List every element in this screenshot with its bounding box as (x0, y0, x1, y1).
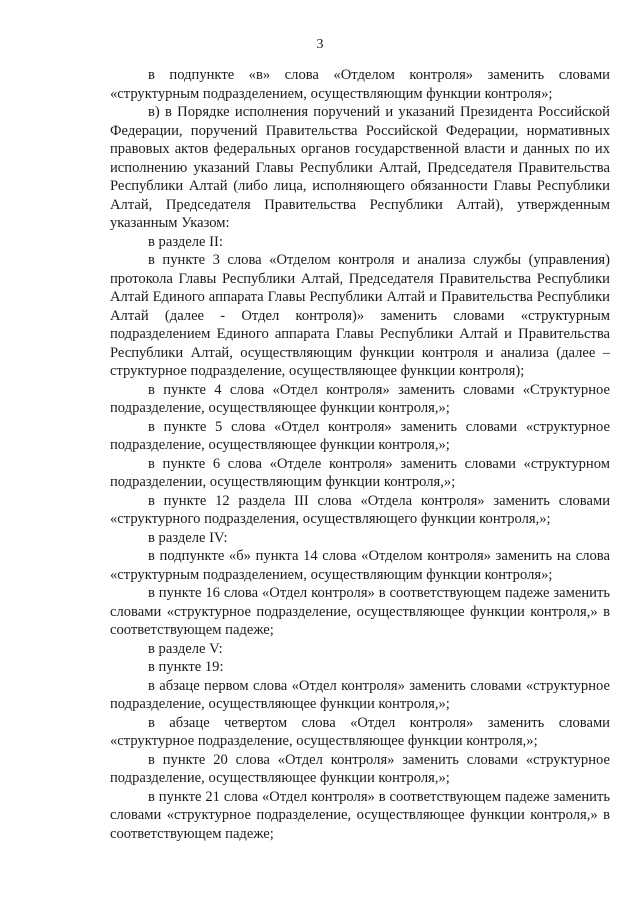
paragraph: в разделе II: (148, 233, 223, 250)
paragraph: в подпункте «б» пункта 14 слова «Отделом контроля» заменить на слова «структурным подразделением, осуществляющим функции контроля»; (110, 548, 610, 583)
paragraph: в разделе V: (148, 640, 223, 657)
paragraph: в пункте 19: (148, 659, 224, 675)
document-body (110, 66, 610, 843)
paragraph: в пункте 20 слова «Отдел контроля» заменить словами «структурное подразделение, осуществляющее функции контроля,»; (110, 751, 610, 786)
paragraph: в пункте 16 слова «Отдел контроля» в соответствующем падеже заменить словами «структурное подразделение, осуществляющее функции контроля,» в соответствующем падеже; (110, 585, 610, 638)
paragraph: в пункте 5 слова «Отдел контроля» заменить словами «структурное подразделение, осуществляющее функции контроля,»; (110, 418, 610, 453)
paragraph: в пункте 3 слова «Отделом контроля и анализа службы (управления) протокола Главы Республики Алтай, Председателя Правительства Республики Алтай Единого аппарата Главы Республики Алтай и Правительства Республики Алтай (далее - Отдел контроля)» заменить словами «структурным подразделением Единого аппарата Главы Республики Алтай и Правительства Республики Алтай, осуществляющим функции контроля и анализа (далее – структурное подразделение, осуществляющее функции контроля); (110, 252, 610, 379)
paragraph: в пункте 4 слова «Отдел контроля» заменить словами «Структурное подразделение, осуществляющее функции контроля,»; (110, 381, 610, 416)
paragraph: в) в Порядке исполнения поручений и указаний Президента Российской Федерации, поручений Правительства Российской Федерации, нормативных правовых актов федеральных органов государственной власти и данных по их исполнению указаний Главы Республики Алтай, Председателя Правительства Республики Алтай (либо лица, исполняющего обязанности Главы Республики Алтай, Председателя Правительства Республики Алтай), утвержденным указанным Указом: (110, 104, 610, 231)
page-number: 3 (316, 37, 324, 52)
paragraph: в абзаце первом слова «Отдел контроля» заменить словами «структурное подразделение, осуществляющее функции контроля,»; (110, 677, 610, 712)
paragraph: в подпункте «в» слова «Отделом контроля» заменить словами «структурным подразделением, осуществляющим функции контроля»; (110, 67, 610, 102)
paragraph: в пункте 12 раздела III слова «Отдела контроля» заменить словами «структурного подразделения, осуществляющего функции контроля,»; (110, 492, 610, 527)
paragraph: в разделе IV: (148, 529, 228, 546)
paragraph: в пункте 21 слова «Отдел контроля» в соответствующем падеже заменить словами «структурное подразделение, осуществляющее функции контроля,» в соответствующем падеже; (110, 788, 610, 842)
paragraph: в абзаце четвертом слова «Отдел контроля» заменить словами «структурное подразделение, осуществляющее функции контроля,»; (110, 714, 610, 749)
paragraph: в пункте 6 слова «Отделе контроля» заменить словами «структурном подразделении, осуществляющим функции контроля,»; (110, 455, 610, 490)
